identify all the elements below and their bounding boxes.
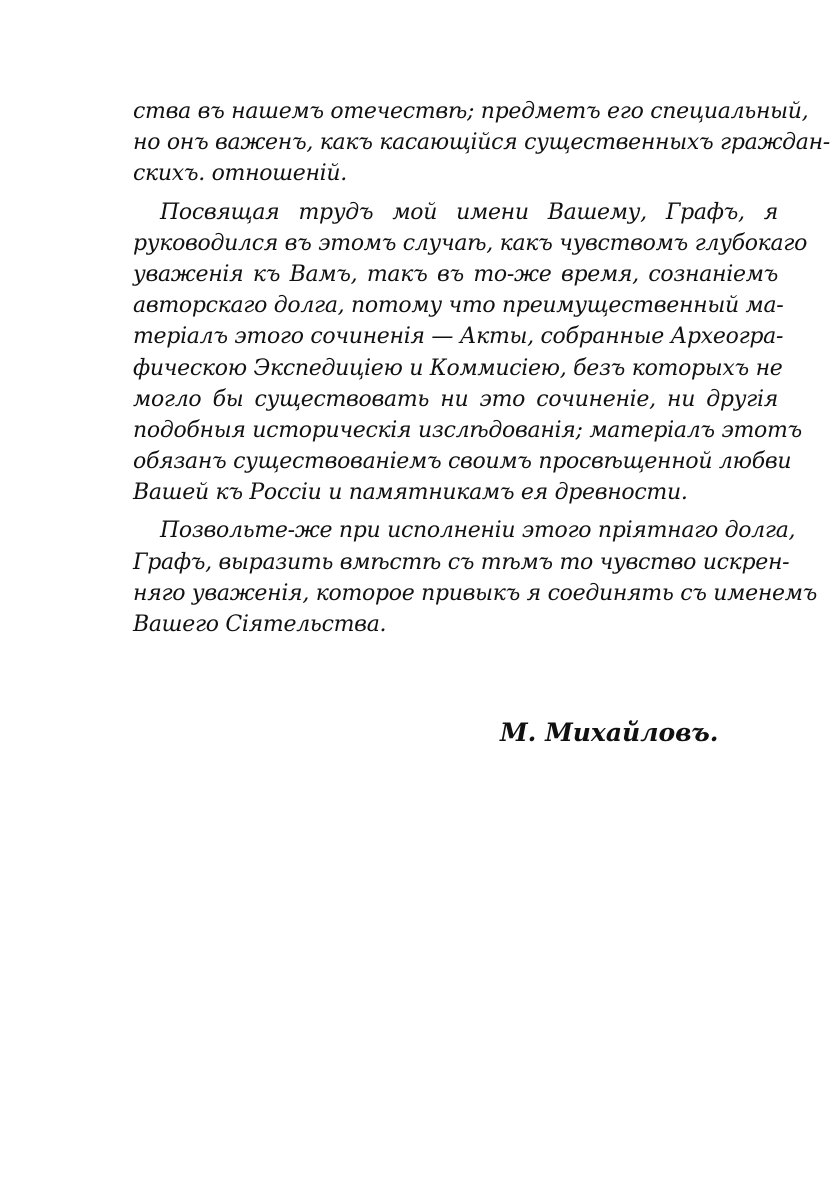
text-line: руководился въ этомъ случаѣ, какъ чувствомъ глубокаго — [133, 230, 808, 256]
body-text — [133, 96, 830, 640]
text-line: Вашей къ Россіи и памятникамъ ея древности. — [133, 480, 688, 506]
text-line: скихъ. отношеній. — [133, 161, 347, 187]
text-line: могло бы существовать ни это сочиненіе, ни другія — [133, 386, 778, 412]
paragraph-2 — [133, 197, 808, 509]
author-signature: М. Михайловъ. — [500, 718, 719, 747]
text-line: теріалъ этого сочиненія — Акты, собранные Археогра- — [133, 324, 784, 350]
text-line: Графъ, выразить вмѣстѣ съ тѣмъ то чувство искрен- — [133, 549, 790, 575]
text-line: няго уваженія, которое привыкъ я соединять съ именемъ — [133, 580, 818, 606]
text-line: Посвящая трудъ мой имени Вашему, Графъ, я — [160, 199, 778, 225]
text-line: Вашего Сіятельства. — [133, 612, 387, 637]
paragraph-3 — [133, 515, 818, 640]
text-line: ства въ нашемъ отечествѣ; предметъ его специальный, — [133, 99, 809, 124]
paragraph-1 — [133, 96, 830, 190]
text-line: уваженія къ Вамъ, такъ въ то-же время, сознаніемъ — [133, 261, 778, 287]
text-line: авторскаго долга, потому что преимущественный ма- — [133, 293, 784, 319]
text-line: но онъ важенъ, какъ касающійся существенныхъ граждан- — [133, 130, 830, 156]
text-line: Позвольте-же при исполненіи этого пріятнаго долга, — [160, 518, 796, 544]
text-line: подобныя историческія изслѣдованія; матеріалъ этотъ — [133, 417, 802, 443]
text-line: фическою Экспедиціею и Коммисіею, безъ которыхъ не — [133, 355, 783, 381]
text-line: обязанъ существованіемъ своимъ просвѣщенной любви — [133, 449, 792, 475]
